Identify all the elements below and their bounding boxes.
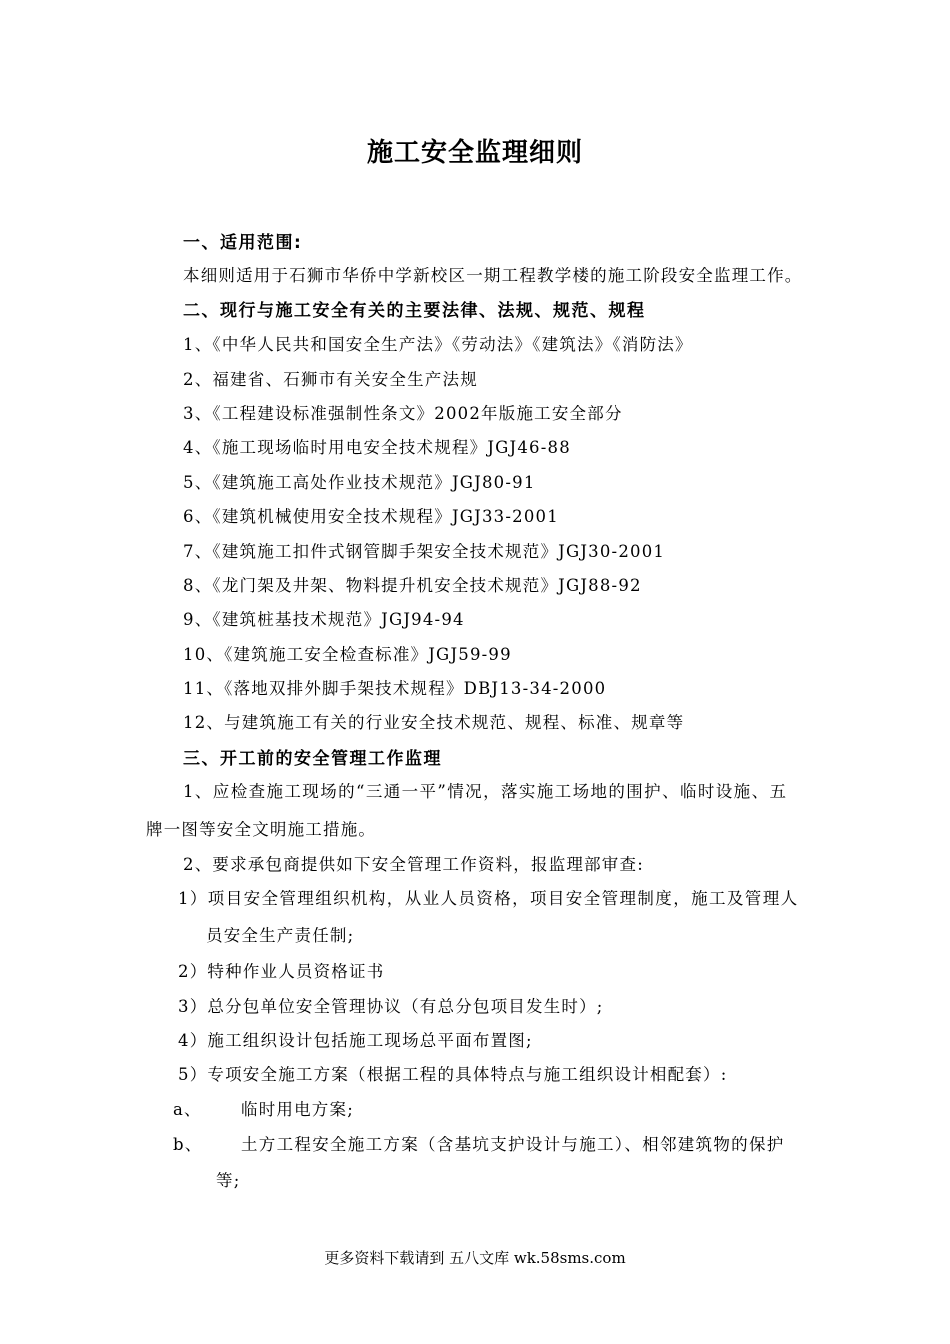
section1-heading: 一、适用范围:	[183, 233, 303, 253]
paragraph-1-line2: 牌一图等安全文明施工措施。	[146, 820, 377, 839]
law-item: 9、《建筑桩基技术规范》JGJ94-94	[183, 610, 465, 629]
list-label-a: a、	[173, 1100, 202, 1119]
law-item: 5、《建筑施工高处作业技术规范》JGJ80-91	[183, 473, 536, 492]
sub-item-1-line2: 员安全生产责任制;	[206, 926, 355, 945]
document-title: 施工安全监理细则	[366, 138, 583, 168]
footer-source-note: 更多资料下载请到 五八文库 wk.58sms.com	[324, 1249, 626, 1267]
law-item: 6、《建筑机械使用安全技术规程》JGJ33-2001	[183, 507, 559, 526]
law-item: 10、《建筑施工安全检查标准》JGJ59-99	[183, 645, 512, 664]
section1-text: 本细则适用于石狮市华侨中学新校区一期工程教学楼的施工阶段安全监理工作。	[183, 266, 803, 285]
list-text-b-line1: 土方工程安全施工方案（含基坑支护设计与施工）、相邻建筑物的保护	[241, 1135, 785, 1154]
law-item: 4、《施工现场临时用电安全技术规程》JGJ46-88	[183, 438, 571, 457]
law-item: 8、《龙门架及井架、物料提升机安全技术规范》JGJ88-92	[183, 576, 642, 595]
sub-item-5: 5）专项安全施工方案（根据工程的具体特点与施工组织设计相配套）:	[178, 1065, 728, 1084]
paragraph-2: 2、要求承包商提供如下安全管理工作资料，报监理部审查:	[183, 855, 644, 874]
law-item: 2、福建省、石狮市有关安全生产法规	[183, 370, 478, 389]
law-item: 12、与建筑施工有关的行业安全技术规范、规程、标准、规章等	[183, 713, 685, 732]
section3-heading: 三、开工前的安全管理工作监理	[183, 749, 442, 769]
law-item: 7、《建筑施工扣件式钢管脚手架安全技术规范》JGJ30-2001	[183, 542, 666, 561]
section2-heading: 二、现行与施工安全有关的主要法律、法规、规范、规程	[183, 301, 646, 321]
law-item: 3、《工程建设标准强制性条文》2002年版施工安全部分	[183, 404, 623, 423]
sub-item-1-line1: 1）项目安全管理组织机构，从业人员资格，项目安全管理制度，施工及管理人	[178, 889, 799, 908]
sub-item-3: 3）总分包单位安全管理协议（有总分包项目发生时）;	[178, 997, 604, 1016]
list-text-a: 临时用电方案;	[241, 1100, 354, 1119]
list-text-b-line2: 等;	[216, 1171, 241, 1190]
law-item: 1、《中华人民共和国安全生产法》《劳动法》《建筑法》《消防法》	[183, 335, 693, 354]
list-label-b: b、	[173, 1135, 203, 1154]
paragraph-1-line1: 1、应检查施工现场的“三通一平”情况，落实施工场地的围护、临时设施、五	[183, 782, 788, 801]
sub-item-2: 2）特种作业人员资格证书	[178, 962, 385, 981]
sub-item-4: 4）施工组织设计包括施工现场总平面布置图;	[178, 1031, 533, 1050]
law-item: 11、《落地双排外脚手架技术规程》DBJ13-34-2000	[183, 679, 607, 698]
